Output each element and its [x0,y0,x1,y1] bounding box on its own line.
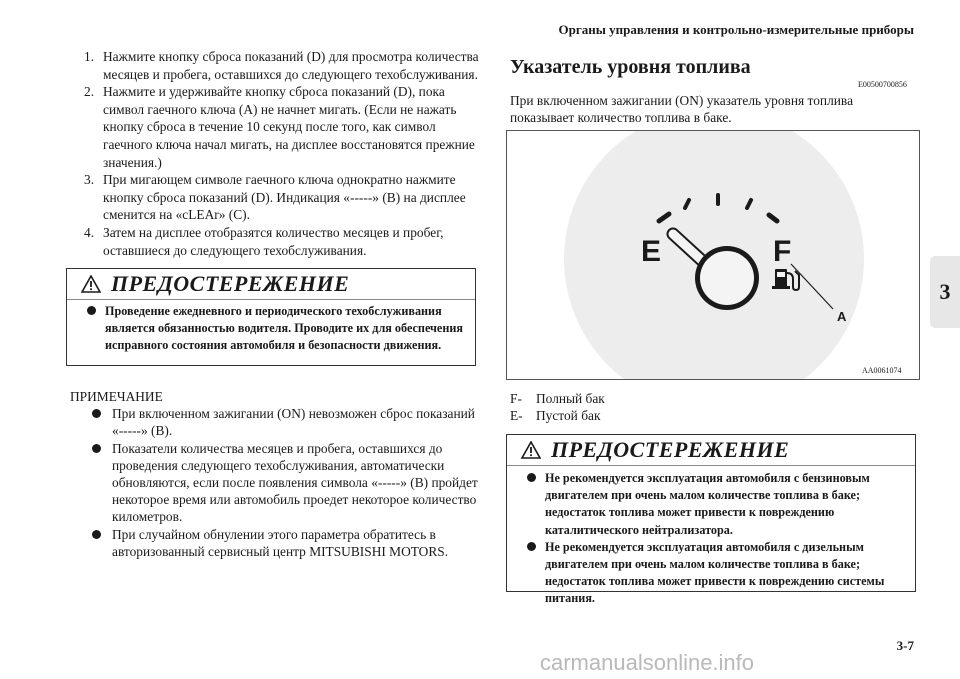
note-item: При включенном зажигании (ON) невозможен сброс показаний «-----» (B). [96,405,482,439]
fuel-gauge-illustration [507,131,919,379]
bullet-icon [527,542,536,551]
warning-triangle-icon [81,275,101,293]
watermark: carmanualsonline.info [540,650,755,675]
note-item: Показатели количества месяцев и пробега, оставшихся до проведения следующего техобслуживания, автоматически обновляются, если после появления символа «-----» (B) пройдет некоторое время или автомобиль проедет некоторое количество километров. [96,440,482,526]
warning-title: ПРЕДОСТЕРЕЖЕНИЕ [551,437,790,462]
bullet-icon [92,530,101,539]
step-item: 4. Затем на дисплее отобразятся количество месяцев и пробег, оставшиеся до следующего техобслуживания. [84,224,444,258]
page-header: Органы управления и контрольно-измерительные приборы [558,22,914,37]
warning-body [507,466,915,608]
warning-item: Не рекомендуется эксплуатация автомобиля с бензиновым двигателем при очень малом количестве топлива в баке; недостаток топлива может привести к повреждению каталитического нейтрализатора. [517,470,909,539]
legend-item: E- Пустой бак [510,408,601,424]
step-item: 3. При мигающем символе гаечного ключа однократно нажмите кнопку сброса показаний (D). Индикация «-----» (B) на дисплее сменится на «cLEAr» (C). [84,172,466,223]
warning-item: Не рекомендуется эксплуатация автомобиля с дизельным двигателем при очень малом количестве топлива в баке; недостаток топлива может привести к повреждению системы питания. [517,539,909,608]
warning-body [67,300,475,355]
note-heading: ПРИМЕЧАНИЕ [70,389,163,404]
callout-label-a: A [837,309,847,324]
section-code: E00500700856 [858,80,907,89]
gauge-legend [510,390,605,424]
section-intro: При включенном зажигании (ON) указатель уровня топлива показывает количество топлива в баке. [510,93,854,126]
warning-item: Проведение ежедневного и периодического техобслуживания является обязанностью водителя. Проводите их для обеспечения исправного состояния автомобиля и безопасности движения. [77,303,469,355]
bullet-icon [92,444,101,453]
section-title: Указатель уровня топлива [510,56,751,78]
warning-title: ПРЕДОСТЕРЕЖЕНИЕ [111,271,350,296]
warning-box-maintenance [66,268,476,366]
note-section [70,388,482,560]
warning-triangle-icon [521,441,541,459]
page-number: 3-7 [896,638,914,653]
step-item: 1. Нажмите кнопку сброса показаний (D) для просмотра количества месяцев и пробега, оставшихся до следующего техобслуживания. [84,49,479,82]
chapter-tab: 3 [930,256,960,328]
gauge-full-label: F [773,235,792,268]
step-item: 2. Нажмите и удерживайте кнопку сброса показаний (D), пока символ гаечного ключа (A) не начнет мигать. (Если не нажать кнопку сброса в течение 10 секунд после того, как символ гаечного ключа начал мигать, на дисплее восстановятся прежние значения.) [84,84,475,170]
bullet-icon [87,306,96,315]
note-item: При случайном обнулении этого параметра обратитесь в авторизованный сервисный центр MITSUBISHI MOTORS. [96,526,482,560]
bullet-icon [527,473,536,482]
gauge-empty-label: E [641,235,662,268]
warning-box-fuel [506,434,916,606]
reset-steps-list [84,48,484,259]
warning-title-bar [67,269,475,300]
bullet-icon [92,409,101,418]
figure-code: AA0061074 [862,366,902,375]
legend-item: F- Полный бак [510,391,605,406]
warning-title-bar [507,435,915,466]
fuel-gauge-figure [506,130,920,380]
